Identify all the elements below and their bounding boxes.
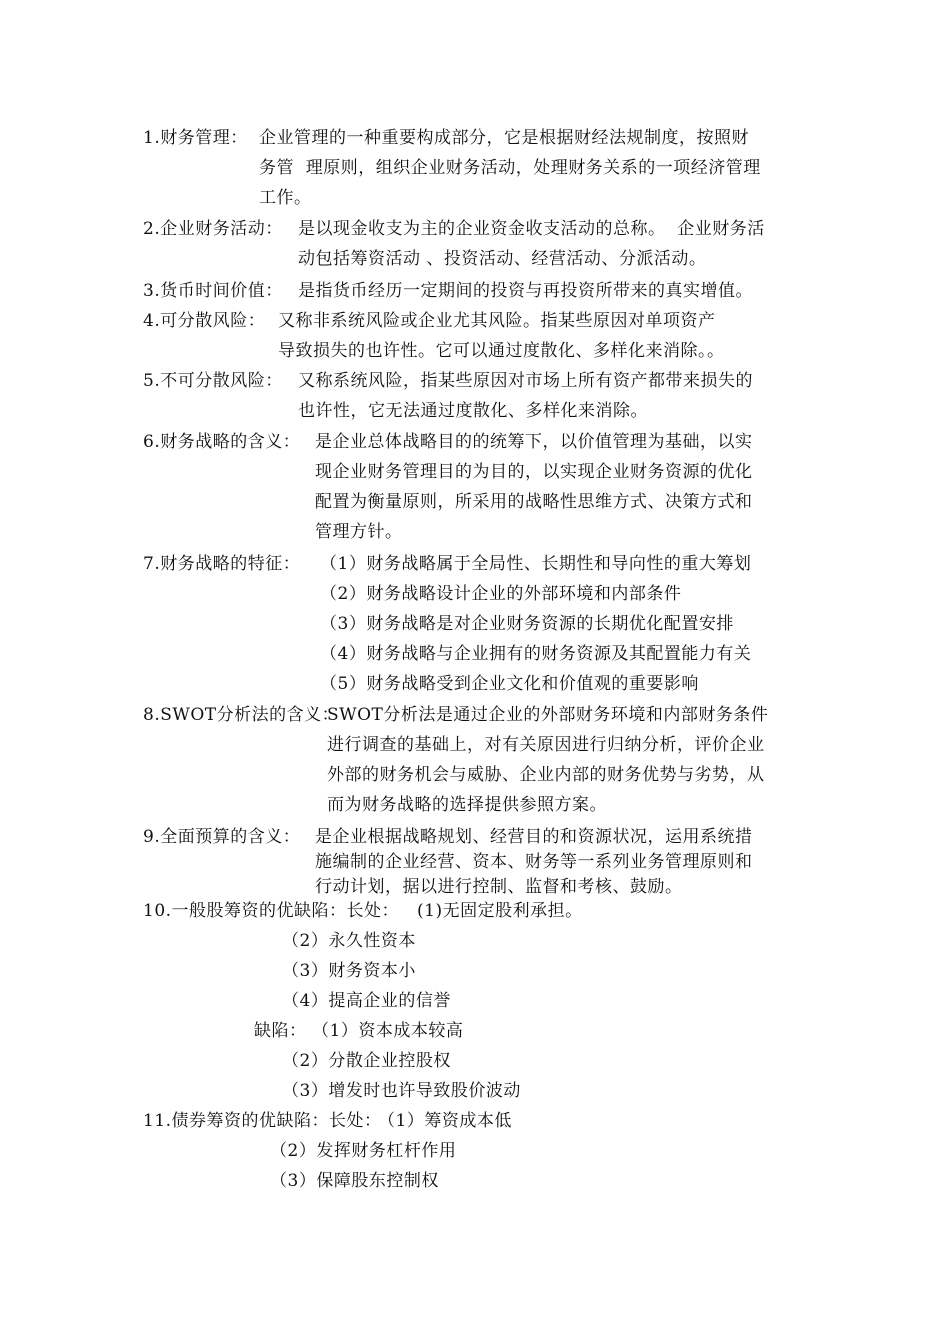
definition-line: 外部的财务机会与威胁、企业内部的财务优势与劣势，从	[327, 765, 765, 785]
definition-line: 又称系统风险，指某些原因对市场上所有资产都带来损失的	[298, 371, 753, 391]
definition-line: (1)无固定股利承担。	[417, 901, 583, 921]
list-item: （2）永久性资本	[282, 931, 416, 951]
definition-line: （2）财务战略设计企业的外部环境和内部条件	[320, 584, 682, 604]
definition-line: 进行调查的基础上，对有关原因进行归纳分析，评价企业	[327, 735, 765, 755]
term-label: 10.一般股筹资的优缺陷：长处：	[143, 901, 400, 921]
definition-line: 是企业根据战略规划、经营目的和资源状况，运用系统措	[315, 827, 753, 847]
list-item: （4）提高企业的信誉	[282, 991, 451, 1011]
definition-line: 管理方针。	[315, 522, 403, 542]
definition-line: 而为财务战略的选择提供参照方案。	[327, 795, 607, 815]
list-item: （2）分散企业控股权	[282, 1051, 451, 1071]
definition-line: （1）财务战略属于全局性、长期性和导向性的重大筹划	[320, 554, 752, 574]
definition-line: 又称非系统风险或企业尤其风险。指某些原因对单项资产	[278, 311, 716, 331]
definition-line: 施编制的企业经营、资本、财务等一系列业务管理原则和	[315, 852, 753, 872]
definition-line: （3）财务战略是对企业财务资源的长期优化配置安排	[320, 614, 734, 634]
list-item: （3）财务资本小	[282, 961, 416, 981]
definition-line: 现企业财务管理目的为目的，以实现企业财务资源的优化	[315, 462, 753, 482]
term-label: 1.财务管理：	[143, 128, 248, 148]
definition-line: 务管 理原则，组织企业财务活动，处理财务关系的一项经济管理	[259, 158, 761, 178]
definition-line: 配置为衡量原则，所采用的战略性思维方式、决策方式和	[315, 492, 753, 512]
definition-line: 也许性，它无法通过度散化、多样化来消除。	[298, 401, 648, 421]
term-label: 8.SWOT分析法的含义：	[143, 705, 340, 725]
list-item: （2）发挥财务杠杆作用	[270, 1141, 457, 1161]
definition-line: 动包括筹资活动 、投资活动、经营活动、分派活动。	[298, 249, 707, 269]
definition-line: 是企业总体战略目的的统筹下，以价值管理为基础，以实	[315, 432, 753, 452]
definition-line: SWOT分析法是通过企业的外部财务环境和内部财务条件	[327, 705, 769, 725]
term-label: 4.可分散风险：	[143, 311, 266, 331]
definition-line: 是指货币经历一定期间的投资与再投资所带来的真实增值。	[298, 281, 753, 301]
list-item: （1）资本成本较高	[312, 1021, 464, 1041]
term-label: 缺陷：	[254, 1021, 307, 1041]
term-label: 7.财务战略的特征：	[143, 554, 301, 574]
term-label: 3.货币时间价值：	[143, 281, 283, 301]
list-item: （3）增发时也许导致股价波动	[282, 1081, 521, 1101]
term-label: 9.全面预算的含义：	[143, 827, 301, 847]
term-label: 11.债券筹资的优缺陷：长处：	[143, 1111, 382, 1131]
definition-line: 企业管理的一种重要构成部分，它是根据财经法规制度，按照财	[259, 128, 749, 148]
definition-line: 行动计划，据以进行控制、监督和考核、鼓励。	[315, 877, 683, 897]
definition-line: （5）财务战略受到企业文化和价值观的重要影响	[320, 674, 699, 694]
term-label: 2.企业财务活动：	[143, 219, 283, 239]
term-label: 5.不可分散风险：	[143, 371, 283, 391]
definition-line: 是以现金收支为主的企业资金收支活动的总称。 企业财务活	[298, 219, 765, 239]
term-label: 6.财务战略的含义：	[143, 432, 301, 452]
definition-line: （4）财务战略与企业拥有的财务资源及其配置能力有关	[320, 644, 752, 664]
definition-line: 工作。	[259, 188, 312, 208]
definition-line: 导致损失的也许性。它可以通过度散化、多样化来消除。。	[278, 341, 725, 361]
list-item: （3）保障股东控制权	[270, 1171, 439, 1191]
list-item: （1）筹资成本低	[378, 1111, 512, 1131]
